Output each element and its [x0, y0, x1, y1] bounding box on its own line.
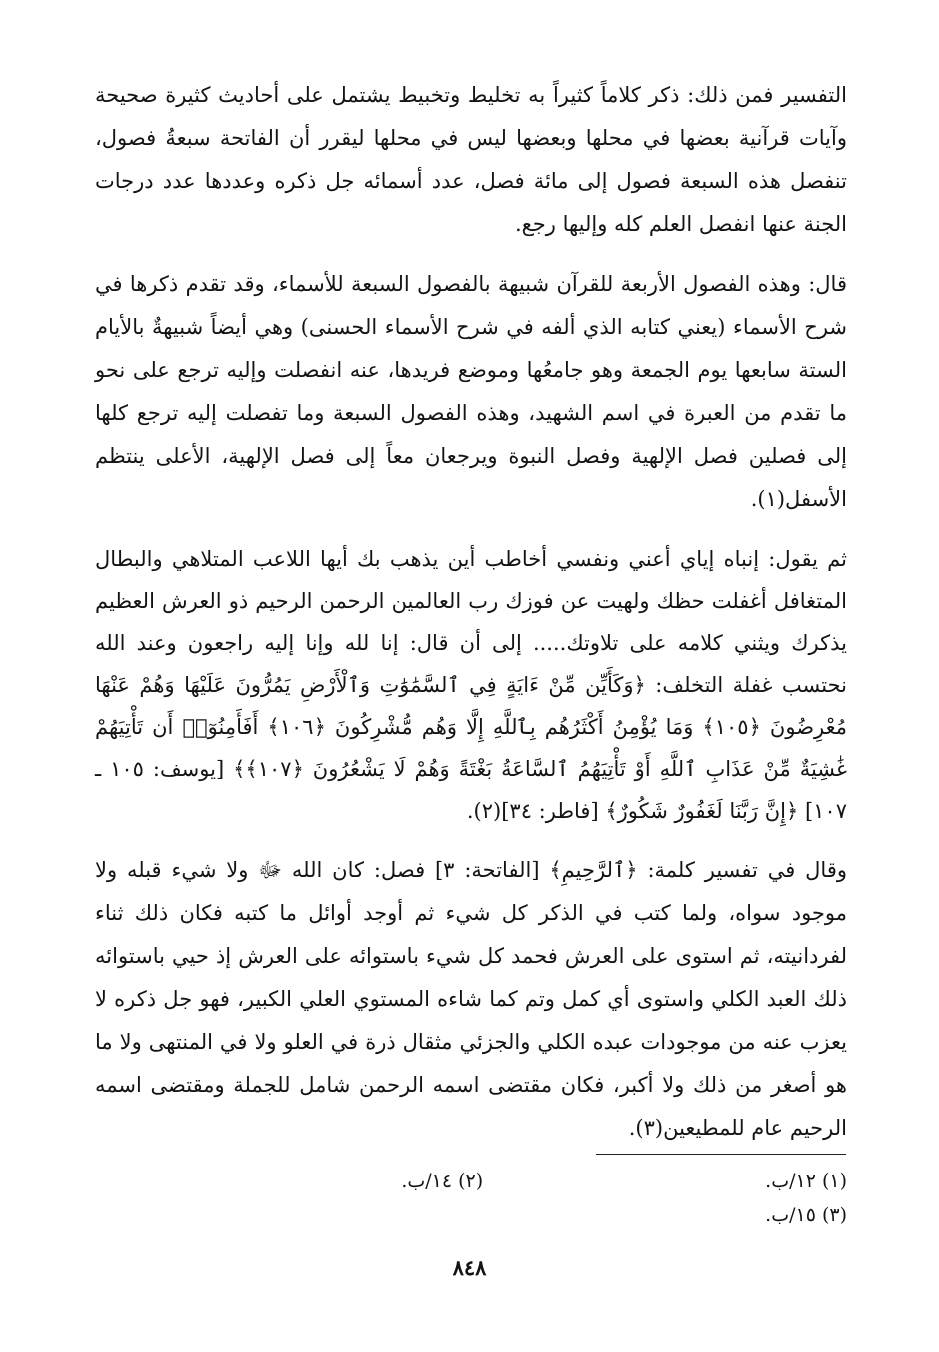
- footnote-row-2: [95, 1198, 847, 1232]
- footnotes: [95, 1164, 847, 1232]
- paragraph-4: وقال في تفسير كلمة: ﴿ٱلرَّحِيمِ﴾ [الفاتحة: ٣] فصل: كان الله ﷻ ولا شيء قبله ولا موجود سواه، ولما كتب في الذكر كل شيء ثم أوجد أوائل ما كتبه فكان ذلك ثناء لفردانيته، ثم استوى على العرش فحمد كل شيء باستوائه على العرش إذ حيي باستوائه ذلك العبد الكلي واستوى أي كمل وتم كما شاءه المستوي العلي الكبير، فهو جل ذكره لا يعزب عنه من موجودات عبده الكلي والجزئي مثقال ذرة في العلو ولا في المنتهى ولا ما هو أصغر من ذلك ولا أكبر، فكان مقتضى اسمه الرحمن شامل للجملة ومقتضى اسمه الرحيم عام للمطيعين(٣).: [95, 858, 847, 1140]
- page-number: ٨٤٨: [452, 1255, 487, 1280]
- footnote-1: (١) ١٢/ب.: [765, 1170, 847, 1192]
- footnote-separator: [596, 1154, 846, 1155]
- paragraph-3: ثم يقول: إنباه إياي أعني ونفسي أخاطب أين يذهب بك أيها اللاعب المتلاهي والبطال المتغافل أغفلت حظك ولهيت عن فوزك رب العالمين الرحمن الرحيم ذو العرش العظيم يذكرك ويثني كلامه على تلاوتك..... إلى أن قال: إنا لله وإنا إليه راجعون وعند الله نحتسب غفلة التخلف: ﴿وَكَأَيِّن مِّنْ ءَايَةٍ فِي ٱلسَّمَٰوَٰتِ وَٱلْأَرْضِ يَمُرُّونَ عَلَيْهَا وَهُمْ عَنْهَا مُعْرِضُونَ ﴿١٠٥﴾ وَمَا يُؤْمِنُ أَكْثَرُهُم بِٱللَّهِ إِلَّا وَهُم مُّشْرِكُونَ ﴿١٠٦﴾ أَفَأَمِنُوٓا۟ أَن تَأْتِيَهُمْ غَٰشِيَةٌ مِّنْ عَذَابِ ٱللَّهِ أَوْ تَأْتِيَهُمُ ٱلسَّاعَةُ بَغْتَةً وَهُمْ لَا يَشْعُرُونَ ﴿١٠٧﴾﴾ [يوسف: ١٠٥ ـ ١٠٧] ﴿إِنَّ رَبَّنَا لَغَفُورٌ شَكُورٌ﴾ [فاطر: ٣٤](٢).: [95, 547, 848, 823]
- footnote-2: (٢) ١٤/ب.: [401, 1170, 484, 1192]
- paragraph-2: قال: وهذه الفصول الأربعة للقرآن شبيهة بالفصول السبعة للأسماء، وقد تقدم ذكرها في شرح الأسماء (يعني كتابه الذي ألفه في شرح الأسماء الحسنى) وهي أيضاً شبيهةٌ بالأيام الستة سابعها يوم الجمعة وهو جامعُها وموضع فريدها، عنه انفصلت وإليه ترجع على نحو ما تقدم من العبرة في اسم الشهيد، وهذه الفصول السبعة وما تفصلت إليه ترجع كلها إلى فصلين فصل الإلهية وفصل النبوة ويرجعان معاً إلى فصل الإلهية، الأعلى ينتظم الأسفل(١).: [95, 272, 847, 511]
- footnote-3: (٣) ١٥/ب.: [765, 1204, 847, 1226]
- main-text: [95, 74, 847, 1167]
- footnote-row-1: [95, 1164, 847, 1198]
- paragraph-1: التفسير فمن ذلك: ذكر كلاماً كثيراً به تخليط وتخبيط يشتمل على أحاديث كثيرة صحيحة وآيات قرآنية بعضها في محلها وبعضها ليس في محلها ليقرر أن الفاتحة سبعةُ فصول، تنفصل هذه السبعة فصول إلى مائة فصل، عدد أسمائه جل ذكره وعددها عدد درجات الجنة عنها انفصل العلم كله وإليها رجع.: [95, 83, 847, 236]
